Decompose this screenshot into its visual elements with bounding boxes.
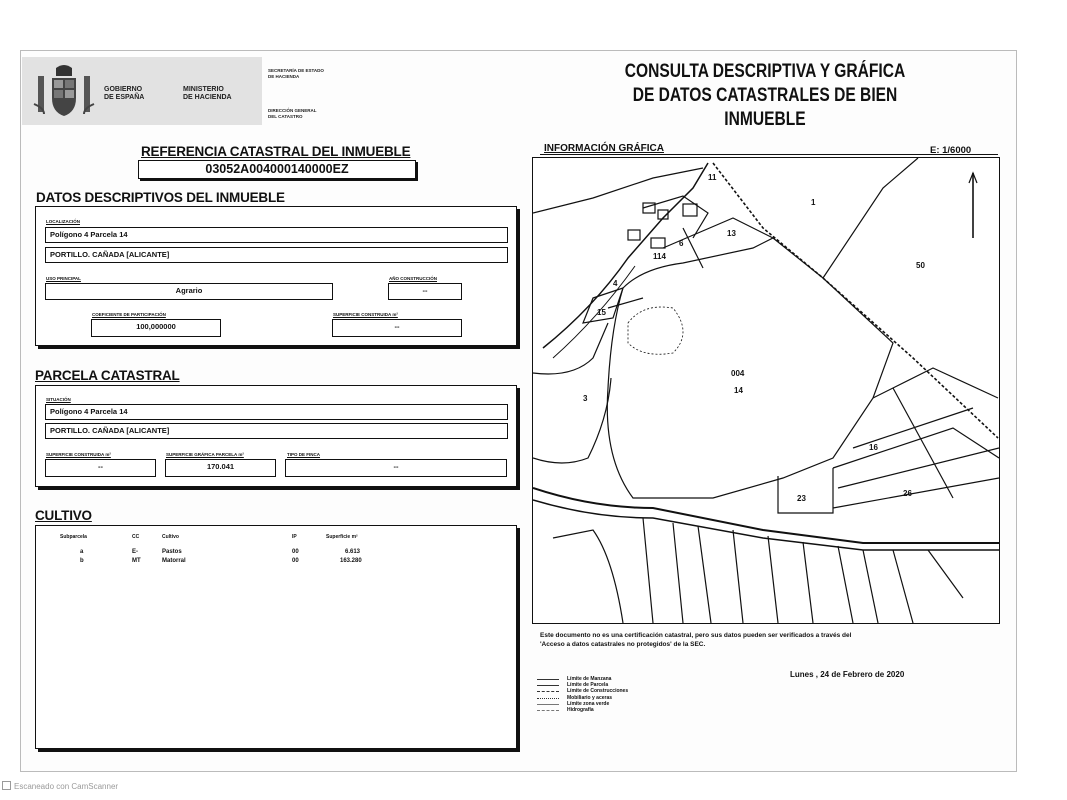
parcel-label: 004 bbox=[731, 369, 745, 378]
camscanner-icon bbox=[2, 781, 11, 790]
coef-value: 100,000000 bbox=[91, 319, 221, 337]
map-heading-rule bbox=[540, 154, 998, 155]
uso-value: Agrario bbox=[45, 283, 333, 300]
cultivo-heading: CULTIVO bbox=[35, 508, 92, 523]
gov-name-line2: DE ESPAÑA bbox=[104, 94, 145, 101]
parcel-label: 1 bbox=[811, 198, 816, 207]
cell-cultivo: Matorral bbox=[162, 558, 186, 564]
map-scale: E: 1/6000 bbox=[930, 145, 972, 156]
cell-ip: 00 bbox=[292, 549, 299, 555]
parcel-label: 26 bbox=[903, 489, 912, 498]
map-heading: INFORMACIÓN GRÁFICA bbox=[544, 143, 664, 154]
situacion-line2: PORTILLO. CAÑADA [ALICANTE] bbox=[45, 423, 508, 439]
parcel-label: 13 bbox=[727, 229, 736, 238]
legend-swatch bbox=[537, 679, 559, 680]
direccion-name bbox=[268, 108, 317, 120]
referencia-heading: REFERENCIA CATASTRAL DEL INMUEBLE bbox=[141, 144, 411, 159]
disclaimer-line1: Este documento no es una certificación catastral, pero sus datos pueden ser verificados a través del bbox=[540, 632, 852, 639]
title-line2: DE DATOS CATASTRALES DE BIEN INMUEBLE bbox=[632, 85, 898, 130]
col-subparcela: Subparcela bbox=[60, 534, 87, 540]
legend-swatch bbox=[537, 704, 559, 705]
sup-construida-label: SUPERFICIE CONSTRUIDA m² bbox=[46, 452, 111, 457]
parcel-label: 6 bbox=[679, 239, 684, 248]
legend-label: Límite de Parcela bbox=[567, 682, 609, 689]
map-legend bbox=[537, 676, 687, 713]
ministry-line1: MINISTERIO bbox=[183, 86, 224, 93]
legend-label: Mobiliario y aceras bbox=[567, 694, 613, 701]
parcel-label: 14 bbox=[734, 386, 743, 395]
col-superficie: Superficie m² bbox=[326, 534, 358, 540]
legend-label: Límite zona verde bbox=[567, 700, 610, 707]
parcela-heading: PARCELA CATASTRAL bbox=[35, 368, 180, 383]
secretaria-line2: DE HACIENDA bbox=[268, 74, 300, 79]
gov-name-line1: GOBIERNO bbox=[104, 86, 143, 93]
legend-label: Límite de Construcciones bbox=[567, 688, 629, 695]
disclaimer bbox=[540, 631, 1000, 649]
cell-subparcela: b bbox=[80, 558, 84, 564]
map-drawing bbox=[533, 158, 999, 623]
ministry-name bbox=[183, 86, 232, 102]
sup-value: -- bbox=[332, 319, 462, 337]
parcel-label: 114 bbox=[653, 252, 666, 261]
cell-cc: MT bbox=[132, 558, 141, 564]
title-line1: CONSULTA DESCRIPTIVA Y GRÁFICA bbox=[624, 61, 906, 82]
legend-swatch bbox=[537, 710, 559, 711]
sup-grafica-label: SUPERFICIE GRÁFICA PARCELA m² bbox=[166, 452, 244, 457]
legend-swatch bbox=[537, 691, 559, 692]
cell-cultivo: Pastos bbox=[162, 549, 182, 555]
situacion-line1: Polígono 4 Parcela 14 bbox=[45, 404, 508, 420]
cell-ip: 00 bbox=[292, 558, 299, 564]
parcel-label: 15 bbox=[597, 308, 606, 317]
tipo-finca-label: TIPO DE FINCA bbox=[287, 452, 321, 457]
cadastral-map bbox=[532, 157, 1000, 624]
parcel-label: 23 bbox=[797, 494, 806, 503]
table-row bbox=[60, 558, 390, 567]
sup-construida-value: -- bbox=[45, 459, 156, 477]
scan-watermark bbox=[2, 781, 118, 791]
gov-name bbox=[104, 86, 144, 102]
cell-superficie: 163.280 bbox=[340, 558, 362, 564]
legend-swatch bbox=[537, 698, 559, 699]
ministry-line2: DE HACIENDA bbox=[183, 94, 232, 101]
datos-heading: DATOS DESCRIPTIVOS DEL INMUEBLE bbox=[36, 190, 285, 205]
legend-label: Límite de Manzana bbox=[567, 676, 612, 682]
document-date: Lunes , 24 de Febrero de 2020 bbox=[790, 670, 905, 679]
parcel-label: 4 bbox=[613, 279, 618, 288]
col-ip: IP bbox=[292, 534, 297, 540]
sup-label: SUPERFICIE CONSTRUIDA m² bbox=[333, 312, 398, 317]
uso-label: USO PRINCIPAL bbox=[46, 276, 81, 281]
parcel-label: 3 bbox=[583, 394, 588, 403]
referencia-value: 03052A004000140000EZ bbox=[138, 160, 416, 179]
situacion-label: SITUACIÓN bbox=[46, 397, 71, 402]
scan-note-text: Escaneado con CamScanner bbox=[14, 782, 119, 791]
localizacion-line2: PORTILLO. CAÑADA [ALICANTE] bbox=[45, 247, 508, 263]
cell-superficie: 6.613 bbox=[345, 549, 361, 555]
coef-label: COEFICIENTE DE PARTICIPACIÓN bbox=[92, 312, 166, 317]
legend-label: Hidrografía bbox=[567, 706, 594, 713]
table-row bbox=[60, 549, 390, 558]
localizacion-line1: Polígono 4 Parcela 14 bbox=[45, 227, 508, 243]
ano-label: AÑO CONSTRUCCIÓN bbox=[389, 276, 437, 281]
coat-of-arms-icon bbox=[32, 64, 96, 120]
cultivo-header-row bbox=[60, 534, 390, 544]
legend-swatch bbox=[537, 685, 559, 686]
disclaimer-line2: 'Acceso a datos catastrales no protegidos' de la SEC. bbox=[540, 641, 706, 648]
direccion-line1: DIRECCIÓN GENERAL bbox=[268, 108, 317, 113]
cultivo-table bbox=[60, 534, 390, 567]
cell-subparcela: a bbox=[80, 549, 84, 555]
legend-item bbox=[537, 707, 687, 713]
col-cc: CC bbox=[132, 534, 140, 540]
tipo-finca-value: -- bbox=[285, 459, 507, 477]
col-cultivo: Cultivo bbox=[162, 534, 179, 540]
parcel-label: 16 bbox=[869, 443, 878, 452]
direccion-line2: DEL CATASTRO bbox=[268, 114, 303, 119]
localizacion-label: LOCALIZACIÓN bbox=[46, 219, 80, 224]
cell-cc: E- bbox=[132, 549, 138, 555]
ano-value: -- bbox=[388, 283, 462, 300]
document-title bbox=[597, 60, 933, 132]
secretaria-line1: SECRETARÍA DE ESTADO bbox=[268, 68, 324, 73]
parcel-label: 11 bbox=[708, 173, 717, 182]
sup-grafica-value: 170.041 bbox=[165, 459, 276, 477]
secretaria-name bbox=[268, 68, 324, 80]
parcel-label: 50 bbox=[916, 261, 925, 270]
